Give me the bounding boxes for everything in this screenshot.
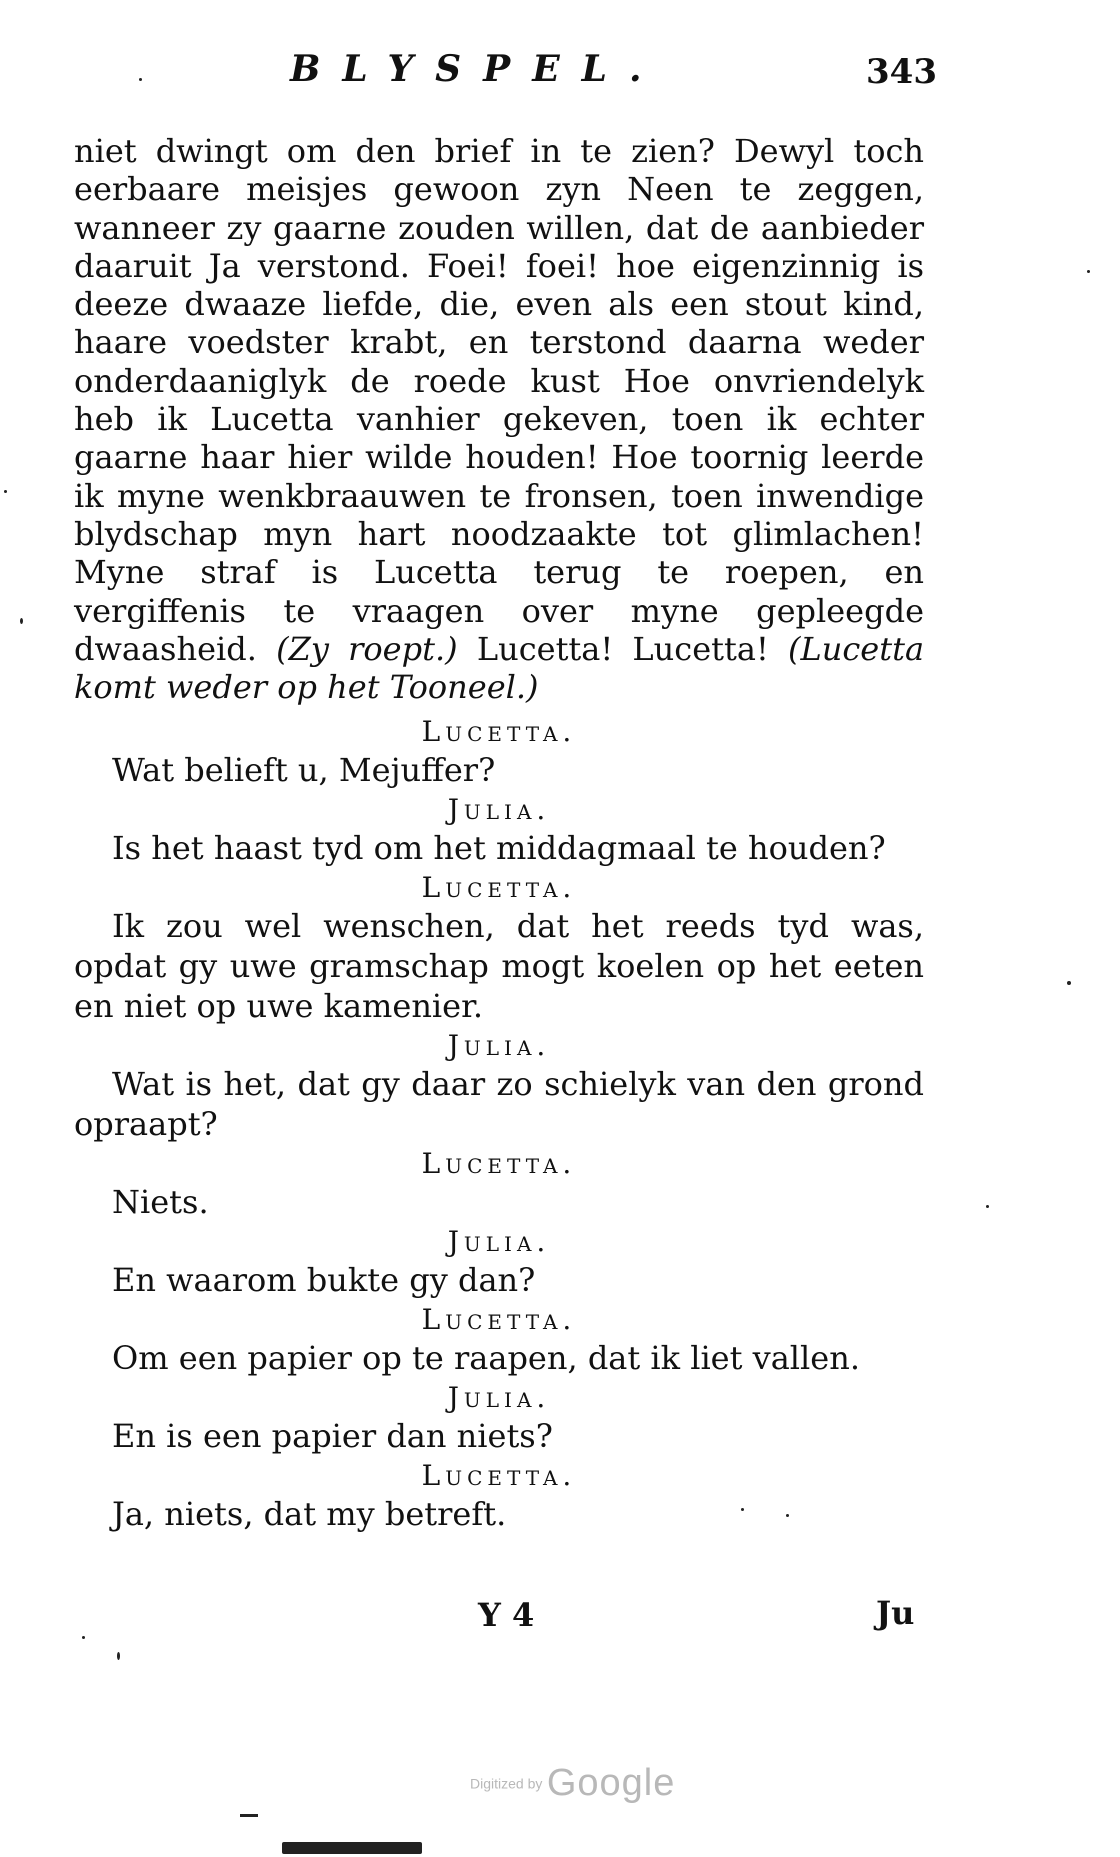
scan-speck: [282, 1842, 422, 1854]
speaker-name: Lucetta.: [421, 715, 577, 748]
speaker-name: Lucetta.: [421, 871, 577, 904]
speaker-name: Lucetta.: [421, 1303, 577, 1336]
speech-line: Is het haast tyd om het middagmaal te houden?: [112, 829, 886, 867]
page-number: 343: [866, 52, 937, 92]
scan-speck: [20, 618, 23, 624]
catchword: Ju: [876, 1594, 915, 1632]
watermark-prefix: Digitized by: [470, 1775, 543, 1792]
scan-speck: [4, 490, 7, 493]
scan-speck: [82, 1636, 85, 1639]
running-title: BLYSPEL.: [290, 48, 664, 90]
speech-line: Wat is het, dat gy daar zo schielyk van den grond opraapt?: [74, 1065, 924, 1143]
speaker-name: Julia.: [447, 1381, 551, 1414]
speaker-name: Lucetta.: [421, 1459, 577, 1492]
scan-speck: [741, 1508, 744, 1511]
stage-direction: (Zy roept.): [276, 629, 458, 668]
scan-speck: [1067, 981, 1071, 985]
speech-line: En is een papier dan niets?: [112, 1417, 553, 1455]
scan-speck: [986, 1205, 989, 1208]
speech-line: Ik zou wel wenschen, dat het reeds tyd was, opdat gy uwe gramschap mogt koelen op het eeten en niet op uwe kamenier.: [74, 907, 924, 1025]
speech-line: Wat belieft u, Mejuffer?: [112, 751, 496, 789]
signature-mark: Y 4: [478, 1596, 535, 1634]
prose-paragraph: [74, 132, 924, 706]
speaker-name: Julia.: [447, 1225, 551, 1258]
scan-speck: [240, 1814, 258, 1817]
speaker-name: Lucetta.: [421, 1147, 577, 1180]
speech-line: Ja, niets, dat my betreft.: [112, 1495, 507, 1533]
digitized-watermark: [470, 1762, 675, 1805]
scan-speck: [139, 78, 142, 81]
speech-line: Niets.: [112, 1183, 209, 1221]
scan-speck: [1087, 270, 1090, 273]
dialogue: [74, 714, 924, 1536]
speech-line: En waarom bukte gy dan?: [112, 1261, 536, 1299]
prose-call: Lucetta! Lucetta!: [476, 629, 769, 668]
stage-direction: (Lucetta komt weder op het Tooneel.): [74, 629, 925, 707]
speaker-name: Julia.: [447, 1029, 551, 1062]
scan-speck: [117, 1652, 120, 1660]
speaker-name: Julia.: [447, 793, 551, 826]
scan-speck: [786, 1514, 789, 1517]
prose-text: niet dwingt om den brief in te zien? Dewyl toch eerbaare meisjes gewoon zyn Neen te zeggen, wanneer zy gaarne zouden willen, dat de aanbieder daaruit Ja verstond. Foei! foei! hoe eigenzinnig is deeze dwaaze liefde, die, even als een stout kind, haare voedster krabt, en terstond daarna weder onderdaaniglyk de roede kust Hoe onvriendelyk heb ik Lucetta vanhier gekeven, toen ik echter gaarne haar hier wilde houden! Hoe toornig leerde ik myne wenkbraauwen te fronsen, toen inwendige blydschap myn hart noodzaakte tot glimlachen! Myne straf is Lucetta terug te roepen, en vergiffenis te vraagen over myne gepleegde dwaasheid.: [74, 132, 924, 668]
speech-line: Om een papier op te raapen, dat ik liet vallen.: [112, 1339, 860, 1377]
watermark-brand: Google: [546, 1762, 676, 1804]
